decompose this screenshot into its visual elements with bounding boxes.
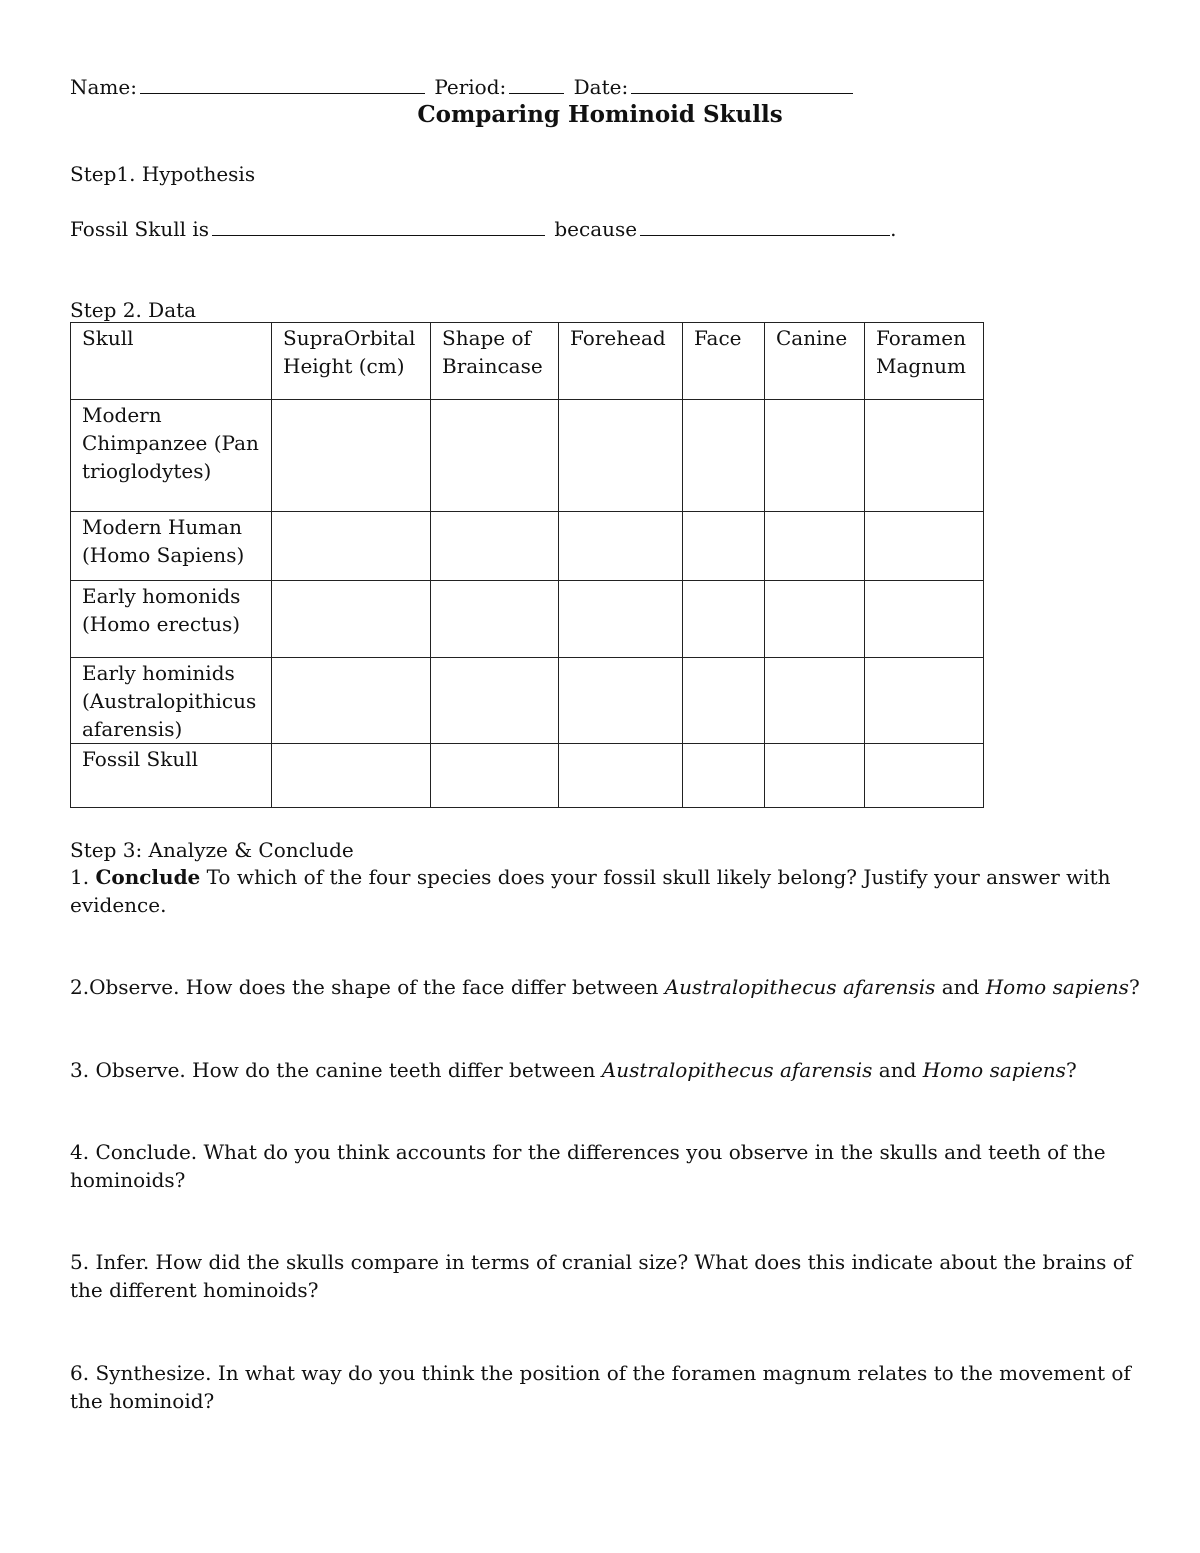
table-row <box>71 400 984 512</box>
table-cell[interactable] <box>272 658 431 744</box>
question-3-conjunction: and <box>872 1058 923 1082</box>
question-1-text: To which of the four species does your fossil skull likely belong? Justify your answer with evidence. <box>70 865 1111 917</box>
hypothesis-reason-field[interactable] <box>640 215 890 236</box>
table-cell[interactable] <box>683 581 765 658</box>
table-row <box>71 512 984 581</box>
table-cell[interactable] <box>431 658 559 744</box>
question-2-conjunction: and <box>935 975 986 999</box>
question-5: 5. Infer. How did the skulls compare in terms of cranial size? What does this indicate about the brains of the different hominoids? <box>70 1250 1133 1302</box>
table-cell[interactable] <box>683 744 765 808</box>
table-cell[interactable] <box>683 658 765 744</box>
table-cell[interactable] <box>559 512 683 581</box>
data-table <box>70 322 984 808</box>
question-2-text: 2.Observe. How does the shape of the face differ between <box>70 975 665 999</box>
name-label: Name: <box>70 75 137 99</box>
row-label: Early homonids (Homo erectus) <box>71 581 272 658</box>
row-label: Fossil Skull <box>71 744 272 808</box>
table-cell[interactable] <box>559 744 683 808</box>
table-cell[interactable] <box>765 581 865 658</box>
table-cell[interactable] <box>683 512 765 581</box>
period-label: Period: <box>434 75 507 99</box>
row-label: Modern Chimpanzee (Pan trioglodytes) <box>71 400 272 512</box>
step1-heading: Step1. Hypothesis <box>70 162 256 186</box>
period-field[interactable] <box>509 73 564 94</box>
species-name: Australopithecus afarensis <box>601 1058 873 1082</box>
table-cell[interactable] <box>865 400 984 512</box>
table-cell[interactable] <box>559 658 683 744</box>
table-row <box>71 658 984 744</box>
question-1-label: Conclude <box>95 865 201 889</box>
table-cell[interactable] <box>431 400 559 512</box>
table-cell[interactable] <box>431 744 559 808</box>
species-name: Homo sapiens <box>922 1058 1066 1082</box>
hypothesis-line <box>70 215 896 243</box>
date-field[interactable] <box>631 73 853 94</box>
table-cell[interactable] <box>559 400 683 512</box>
table-cell[interactable] <box>865 512 984 581</box>
table-cell[interactable] <box>272 512 431 581</box>
page-title: Comparing Hominoid Skulls <box>417 101 783 128</box>
table-cell[interactable] <box>865 658 984 744</box>
table-cell[interactable] <box>765 400 865 512</box>
table-row <box>71 744 984 808</box>
hypothesis-because: because <box>554 217 638 241</box>
question-1-number: 1. <box>70 865 90 889</box>
row-label: Modern Human (Homo Sapiens) <box>71 512 272 581</box>
question-3 <box>70 1056 1150 1084</box>
species-name: Homo sapiens <box>985 975 1129 999</box>
table-cell[interactable] <box>431 512 559 581</box>
table-cell[interactable] <box>683 400 765 512</box>
row-label: Early hominids (Australopithicus afarensis) <box>71 658 272 744</box>
question-3-text: 3. Observe. How do the canine teeth differ between <box>70 1058 602 1082</box>
question-6: 6. Synthesize. In what way do you think the position of the foramen magnum relates to the movement of the hominoid? <box>70 1361 1131 1413</box>
hypothesis-species-field[interactable] <box>212 215 545 236</box>
table-cell[interactable] <box>272 744 431 808</box>
step3-heading: Step 3: Analyze & Conclude <box>70 838 354 862</box>
question-2-end: ? <box>1128 975 1140 999</box>
table-cell[interactable] <box>865 581 984 658</box>
table-cell[interactable] <box>865 744 984 808</box>
table-cell[interactable] <box>431 581 559 658</box>
question-4: 4. Conclude. What do you think accounts for the differences you observe in the skulls and teeth of the hominoids? <box>70 1140 1106 1192</box>
column-header: Skull <box>71 323 272 400</box>
question-2 <box>70 973 1150 1001</box>
table-cell[interactable] <box>765 744 865 808</box>
header-line <box>70 73 856 101</box>
table-cell[interactable] <box>272 400 431 512</box>
table-row <box>71 581 984 658</box>
table-cell[interactable] <box>765 512 865 581</box>
hypothesis-prefix: Fossil Skull is <box>70 217 210 241</box>
column-header: Forehead <box>559 323 683 400</box>
column-header: Face <box>683 323 765 400</box>
table-cell[interactable] <box>559 581 683 658</box>
table-cell[interactable] <box>272 581 431 658</box>
species-name: Australopithecus afarensis <box>664 975 936 999</box>
question-1 <box>70 863 1150 919</box>
question-3-end: ? <box>1065 1058 1077 1082</box>
column-header: Foramen Magnum <box>865 323 984 400</box>
date-label: Date: <box>573 75 629 99</box>
table-cell[interactable] <box>765 658 865 744</box>
column-header: Canine <box>765 323 865 400</box>
column-header: Shape of Braincase <box>431 323 559 400</box>
column-header: SupraOrbital Height (cm) <box>272 323 431 400</box>
hypothesis-suffix: . <box>890 217 897 241</box>
table-header-row <box>71 323 984 400</box>
name-field[interactable] <box>140 73 425 94</box>
step2-heading: Step 2. Data <box>70 298 197 322</box>
